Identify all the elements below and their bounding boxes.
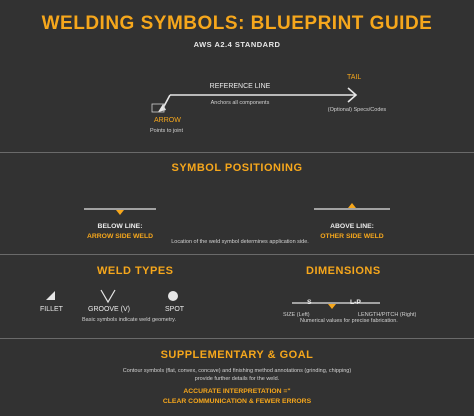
- supplementary-desc-line2: provide further details for the weld.: [194, 376, 280, 382]
- page-subtitle: AWS A2.4 STANDARD: [193, 40, 281, 49]
- positioning-caption: Location of the weld symbol determines application side.: [171, 239, 309, 245]
- goal-line2: CLEAR COMMUNICATION & FEWER ERRORS: [162, 398, 312, 405]
- reference-line-desc: Anchors all components: [210, 100, 270, 106]
- dimensions-caption: Numerical values for precise fabrication.: [300, 318, 398, 324]
- below-line-sub: ARROW SIDE WELD: [86, 233, 154, 240]
- goal-line1: ACCURATE INTERPRETATION =": [183, 388, 291, 395]
- symbol-positioning-heading: SYMBOL POSITIONING: [171, 162, 303, 174]
- size-label: SIZE (Left): [283, 312, 310, 318]
- divider: [0, 338, 474, 339]
- page-title: WELDING SYMBOLS: BLUEPRINT GUIDE: [41, 13, 433, 34]
- above-line-title: ABOVE LINE:: [330, 223, 374, 230]
- weld-types-caption: Basic symbols indicate weld geometry.: [82, 317, 177, 323]
- size-symbol: S: [307, 299, 312, 306]
- spot-label: SPOT: [165, 306, 185, 313]
- dimension-weld-icon: [328, 304, 336, 309]
- arrow-label: ARROW: [154, 117, 181, 124]
- arrow-desc: Points to joint: [150, 128, 184, 134]
- length-label: LENGTH/PITCH (Right): [358, 312, 417, 318]
- tail-label: TAIL: [347, 74, 362, 81]
- tail-desc: (Optional) Specs/Codes: [327, 107, 387, 113]
- above-line-sub: OTHER SIDE WELD: [320, 233, 384, 240]
- groove-label: GROOVE (V): [88, 306, 131, 313]
- supplementary-desc-line1: Contour symbols (flat, convex, concave) and finishing method annotations (grinding, chipping): [122, 368, 352, 374]
- dimensions-heading: DIMENSIONS: [306, 265, 381, 277]
- supplementary-heading: SUPPLEMENTARY & GOAL: [160, 349, 314, 361]
- reference-line-label: REFERENCE LINE: [209, 83, 271, 90]
- below-line-title: BELOW LINE:: [97, 223, 143, 230]
- fillet-label: FILLET: [40, 306, 63, 313]
- weld-types-heading: WELD TYPES: [97, 265, 174, 277]
- length-symbol: L-P: [350, 299, 361, 306]
